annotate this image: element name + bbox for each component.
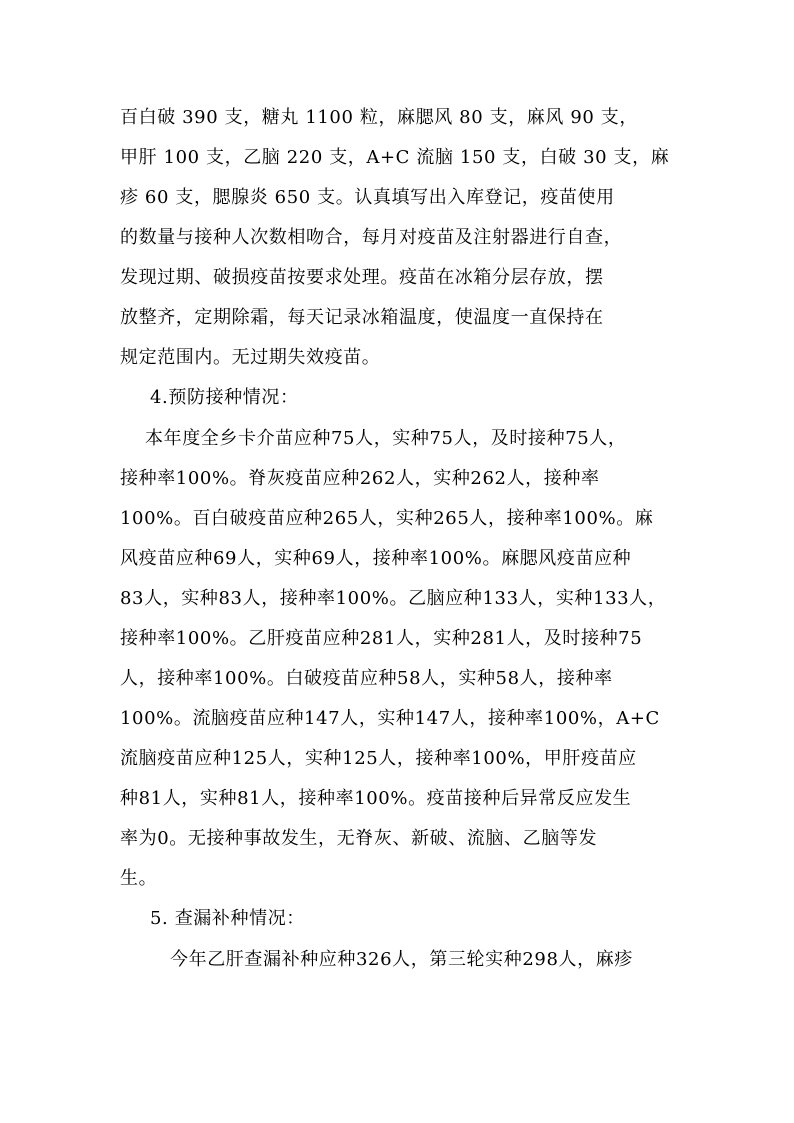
body-text-line: 人，接种率100%。白破疫苗应种58人，实种58人，接种率: [120, 668, 613, 689]
body-text-line: 放整齐，定期除霜，每天记录冰箱温度，使温度一直保持在: [120, 307, 604, 328]
body-text-line: 的数量与接种人次数相吻合，每月对疫苗及注射器进行自查，: [120, 227, 623, 248]
body-text-line: 发现过期、破损疫苗按要求处理。疫苗在冰箱分层存放，摆: [120, 267, 604, 288]
body-text-line: 规定范围内。无过期失效疫苗。: [120, 347, 381, 368]
body-text-line: 100%。百白破疫苗应种265人，实种265人，接种率100%。麻: [120, 508, 654, 529]
section-heading: 4.预防接种情况：: [150, 387, 299, 408]
body-text-line: 风疫苗应种69人，实种69人，接种率100%。麻腮风疫苗应种: [120, 548, 632, 569]
body-text-line: 疹 60 支，腮腺炎 650 支。认真填写出入库登记，疫苗使用: [120, 187, 615, 208]
body-text-line: 种81人，实种81人，接种率100%。疫苗接种后异常反应发生: [120, 788, 632, 809]
body-text-line: 今年乙肝查漏补种应种326人，第三轮实种298人，麻疹: [170, 949, 633, 970]
body-text-line: 流脑疫苗应种125人，实种125人，接种率100%，甲肝疫苗应: [120, 748, 637, 769]
body-text-line: 甲肝 100 支，乙脑 220 支，A+C 流脑 150 支，白破 30 支，麻: [120, 147, 670, 168]
body-text-line: 接种率100%。脊灰疫苗应种262人，实种262人，接种率: [120, 468, 600, 489]
body-text-line: 率为0。无接种事故发生，无脊灰、新破、流脑、乙脑等发: [120, 828, 598, 849]
body-text-line: 接种率100%。乙肝疫苗应种281人，实种281人，及时接种75: [120, 628, 643, 649]
body-text-line: 83人，实种83人，接种率100%。乙脑应种133人，实种133人，: [120, 588, 667, 609]
section-heading: 5. 查漏补种情况：: [150, 908, 305, 929]
body-text-line: 生。: [120, 868, 158, 889]
body-text-line: 本年度全乡卡介苗应种75人，实种75人，及时接种75人，: [145, 428, 627, 449]
body-text-line: 百白破 390 支，糖丸 1100 粒，麻腮风 80 支，麻风 90 支，: [120, 107, 638, 128]
body-text-line: 100%。流脑疫苗应种147人，实种147人，接种率100%，A+C: [120, 708, 660, 729]
